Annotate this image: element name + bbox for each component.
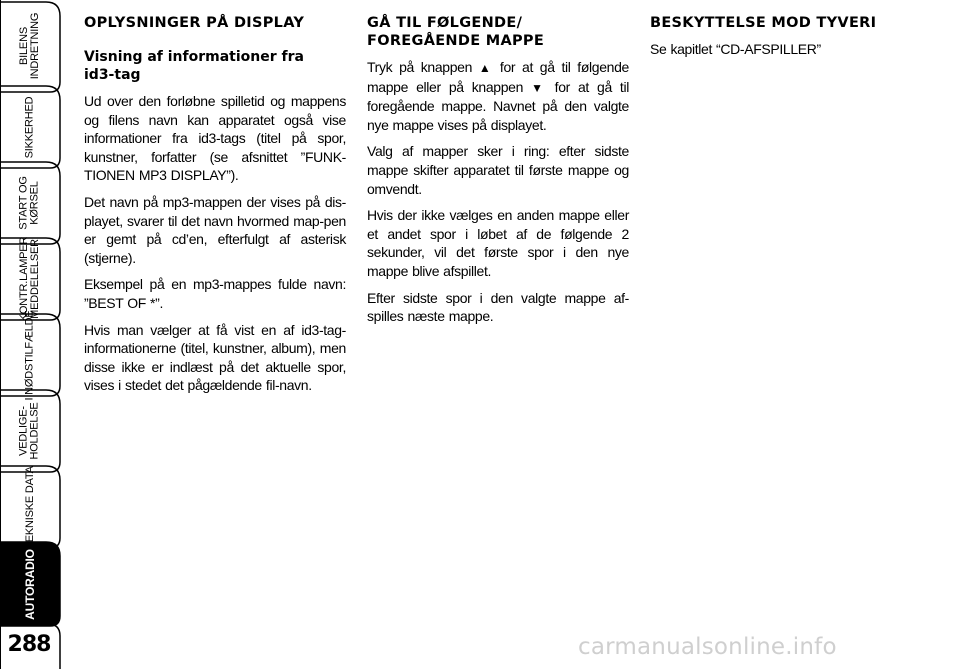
paragraph: Efter sidste spor i den valgte mappe af-spilles næste mappe. [367, 289, 629, 325]
tab-label: AUTORADIO [22, 548, 37, 620]
column-theft-protection [650, 14, 912, 67]
tab-label: BILENS INDRETNING [18, 12, 42, 80]
arrow-up-icon: ▲ [478, 61, 494, 75]
paragraph: Valg af mapper sker i ring: efter sidste mappe skifter apparatet til første mappe og omvendt. [367, 143, 629, 197]
tab-start-og-korsel[interactable] [0, 162, 60, 244]
paragraph: Det navn på mp3-mappen der vises på dis-playet, svarer til det navn hvormed map-pen er gemt på cd’en, efterfulgt af asterisk (stjerne). [84, 193, 346, 266]
tab-label: I NØDSTILFÆLDE [23, 309, 36, 401]
paragraph: Eksempel på en mp3-mappes fulde navn: ”BEST OF *”. [84, 276, 346, 311]
section-heading: OPLYSNINGER PÅ DISPLAY [84, 15, 305, 31]
tab-bilens-indretning[interactable] [0, 2, 60, 90]
tab-sikkerhed[interactable] [0, 86, 60, 168]
subsection-heading: Visning af informationer fra id3-tag [84, 49, 304, 83]
tab-autoradio[interactable] [0, 542, 60, 626]
arrow-down-icon: ▼ [531, 80, 547, 95]
page-number: 288 [7, 632, 51, 657]
paragraph: Hvis der ikke vælges en anden mappe eller et andet spor i løbet af de følgende 2 sekunder, vil det første spor i den nye mappe blive afspillet. [367, 207, 629, 279]
paragraph: Ud over den forløbne spilletid og mappens og filens navn kan apparatet også vise informationer fra id3-tags (titel på spor, kunstner, forfatter (se afsnittet ”FUNK-TIONEN MP3 DISPLAY”). [84, 93, 346, 184]
tab-kontrollamper-meddelelser[interactable] [0, 238, 60, 320]
tab-label: VEDLIGE- HOLDELSE [18, 402, 41, 460]
paragraph: Tryk på knappen ▲ for at gå til følgende mappe eller på knappen ▼ for at gå til foregående mappe. Navnet på den valgte nye mappe vises på displayet. [367, 59, 629, 133]
tab-label: KONTR.LAMPER MEDDELELSER [18, 236, 41, 322]
section-heading: GÅ TIL FØLGENDE/ FOREGÅENDE MAPPE [367, 15, 545, 49]
paragraph: Hvis man vælger at få vist en af id3-tag-informationerne (titel, kunstner, album), men disse ikke er indlæst på det aktuelle spor, vises i stedet det pågældende fil-navn. [84, 321, 346, 394]
column-display-info [84, 14, 346, 403]
tab-label: START OG KØRSEL [17, 176, 41, 230]
tab-vedligeholdelse[interactable] [0, 390, 60, 472]
tab-i-nodstilfaelde[interactable] [0, 309, 60, 401]
section-heading: BESKYTTELSE MOD TYVERI [650, 15, 877, 31]
tab-label: TEKNISKE DATA [23, 465, 36, 549]
chapter-tab-strip [0, 0, 62, 669]
watermark: carmanualsonline.info [578, 634, 837, 660]
tab-label: SIKKERHED [23, 96, 36, 158]
column-folder-navigation [367, 14, 629, 334]
paragraph: Se kapitlet “CD-AFSPILLER” [650, 41, 821, 57]
tab-tekniske-data[interactable] [0, 466, 60, 548]
